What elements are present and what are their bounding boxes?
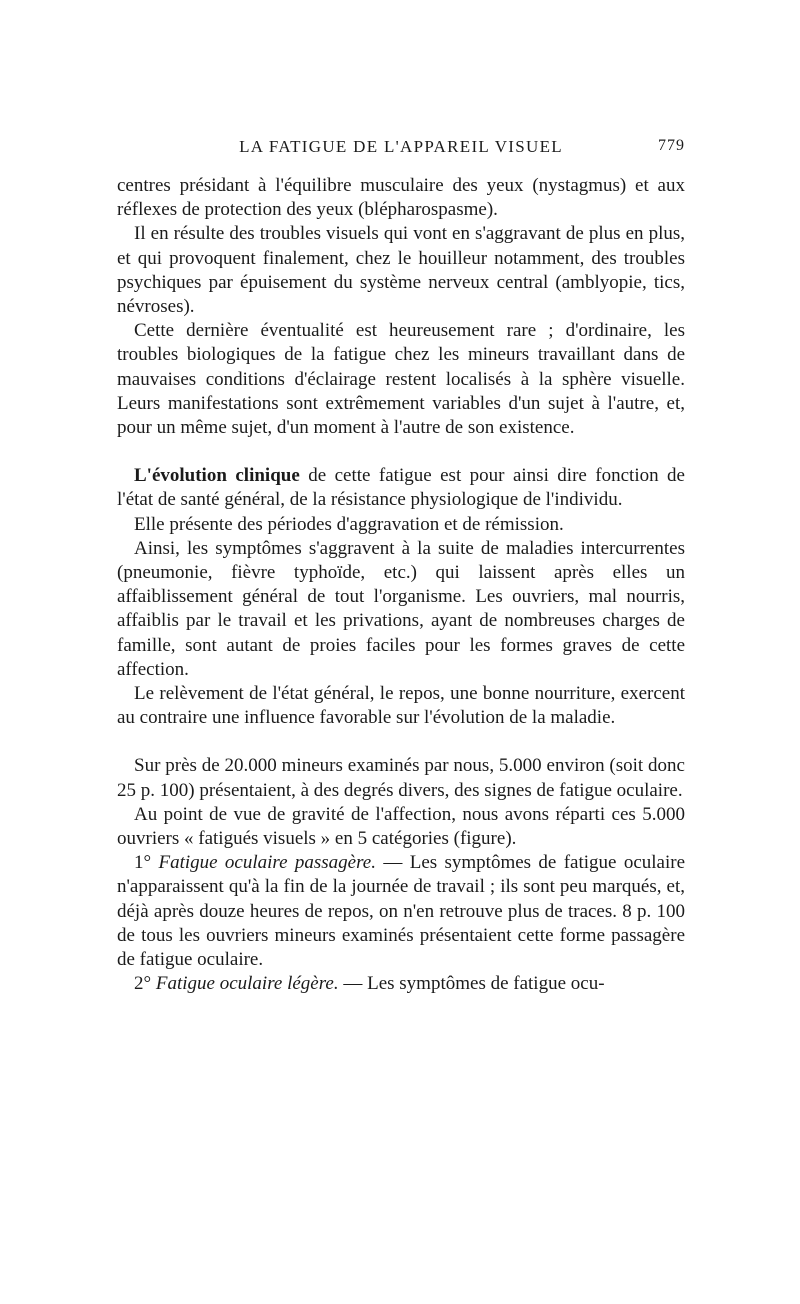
page-number: 779 [658,137,685,154]
clinical-evolution-text: de cette fatigue est pour ainsi dire fonction de l'état de santé général, de la résistance physiologique de l'individu. [117,465,685,511]
paragraph-category-1 [117,851,685,972]
paragraph-visual-troubles: Il en résulte des troubles visuels qui vont en s'aggravant de plus en plus, et qui provoquent finalement, chez le houilleur notamment, des troubles psychiques par épuisement du système nerveux central (amblyopie, tics, névroses). [117,223,685,318]
paragraph-statistics: Sur près de 20.000 mineurs examinés par nous, 5.000 environ (soit donc 25 p. 100) présentaient, à des degrés divers, des signes de fatigue oculaire. [117,755,685,801]
paragraph-periods: Elle présente des périodes d'aggravation et de rémission. [134,513,564,535]
category-1-number: 1° [134,852,152,874]
paragraph-aggravation: Ainsi, les symptômes s'aggravent à la suite de maladies intercurrentes (pneumonie, fièvre typhoïde, etc.) qui laissent après elles un affaiblissement général de tout l'organisme. Les ouvriers, mal nourris, affaiblis par le travail et les privations, ayant de nombreuses charges de famille, sont autant de proies faciles pour les formes graves de cette affection. [117,537,685,680]
category-2-title: Fatigue oculaire légère. [155,973,339,995]
category-2-number: 2° [134,973,152,995]
paragraph-category-2 [117,972,685,996]
running-head [117,137,685,161]
paragraph-clinical-evolution [117,464,685,512]
paragraph-continuation: centres présidant à l'équilibre musculaire des yeux (nystagmus) et aux réflexes de protection des yeux (blépharospasme). [117,175,685,221]
body-text [117,174,685,997]
category-1-text: — Les symptômes de fatigue oculaire n'apparaissent qu'à la fin de la journée de travail ; ils sont peu marqués, et, déjà après douze heures de repos, on n'en retrouve plus de traces. 8 p. 100 de tous les ouvriers mineurs examinés présentaient cette forme passagère de fatigue oculaire. [117,852,686,971]
clinical-evolution-heading: L'évolution clinique [134,465,300,487]
category-2-text: — Les symptômes de fatigue ocu- [338,973,605,995]
paragraph-recovery: Le relèvement de l'état général, le repos, une bonne nourriture, exercent au contraire une influence favorable sur l'évolution de la maladie. [117,683,685,729]
paragraph-categories: Au point de vue de gravité de l'affection, nous avons réparti ces 5.000 ouvriers « fatigués visuels » en 5 catégories (figure). [117,803,685,850]
category-1-title: Fatigue oculaire passagère. [158,852,376,874]
paragraph-rare-eventuality: Cette dernière éventualité est heureusement rare ; d'ordinaire, les troubles biologiques de la fatigue chez les mineurs travaillant dans de mauvaises conditions d'éclairage restent localisés à la sphère visuelle. Leurs manifestations sont extrêmement variables d'un sujet à l'autre, et, pour un même sujet, d'un moment à l'autre de son existence. [117,320,685,439]
running-title: LA FATIGUE DE L'APPAREIL VISUEL [239,137,563,156]
